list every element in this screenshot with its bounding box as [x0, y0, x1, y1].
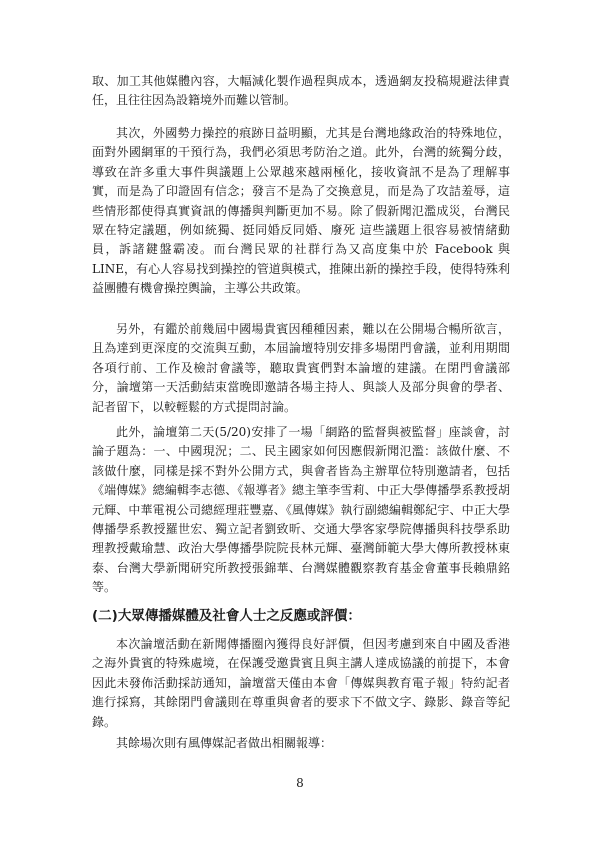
body-paragraph-5: 本次論壇活動在新聞傳播圈內獲得良好評價，但因考慮到來自中國及香港之海外貴賓的特殊處境，在保護受邀貴賓且與主講人達成協議的前提下，本會因此未發佈活動採訪通知，論壇當天僅由本會「傳媒與教育電子報」特約記者進行採寫，其餘閉門會議則在尊重與會者的要求下不做文字、錄影、錄音等紀錄。 — [92, 637, 510, 729]
body-paragraph-2: 其次，外國勢力操控的痕跡日益明顯，尤其是台灣地緣政治的特殊地位，面對外國網軍的干預行為，我們必須思考防治之道。此外，台灣的統獨分歧，導致在許多重大事件與議題上公眾越來越兩極化，接收資訊不是為了理解事實，而是為了印證固有信念；發言不是為了交換意見，而是為了攻詰羞辱，這些情形都使得真實資訊的傳播與判斷更加不易。除了假新聞氾濫成災，台灣民眾在特定議題，例如統獨、挺同婚反同婚、廢死 這些議題上很容易被情緒動員，訴諸鍵盤霸凌。而台灣民眾的社群行為又高度集中於 Facebook 與 LINE，有心人容易找到操控的管道與模式，推陳出新的操控手段，使得特殊利益團體有機會操控輿論，主導公共政策。 — [92, 126, 510, 296]
body-paragraph-1: 取、加工其他媒體內容，大幅減化製作過程與成本，透過網友投稿規避法律責任，且往往因為設籍境外而難以管制。 — [92, 74, 510, 108]
body-paragraph-3: 另外，有鑑於前幾屆中國場貴賓因種種因素，難以在公開場合暢所欲言，且為達到更深度的交流與互動，本屆論壇特別安排多場閉門會議，並利用期間各項行前、工作及檢討會議等，聽取貴賓們對本論壇的建議。在閉門會議部分，論壇第一天活動結束當晚即邀請各場主持人、與談人及部分與會的學者、記者留下，以較輕鬆的方式提問討論。 — [92, 322, 510, 414]
section-heading: (二)大眾傳播媒體及社會人士之反應或評價： — [92, 608, 361, 624]
body-paragraph-6: 其餘場次則有風傳媒記者做出相關報導： — [116, 736, 333, 750]
page-number: 8 — [296, 776, 304, 790]
body-paragraph-4: 此外，論壇第二天(5/20)安排了一場「網路的監督與被監督」座談會，討論子題為：一、中國現況；二、民主國家如何因應假新聞氾濫：該做什麼、不該做什麼，同樣是採不對外公開方式，與會者皆為主辦單位特別邀請者，包括《端傳媒》總編輯李志德、《報導者》總主筆李雪莉、中正大學傳播學系教授胡元輝、中華電視公司總經理莊豐嘉、《風傳媒》執行副總編輯鄭紀宇、中正大學傳播學系教授羅世宏、獨立記者劉致昕、交通大學客家學院傳播與科技學系助理教授戴瑜慧、政治大學傳播學院院長林元輝、臺灣師範大學大傳所教授林東泰、台灣大學新聞研究所教授張錦華、台灣媒體觀察教育基金會董事長賴鼎銘等。 — [92, 425, 510, 595]
